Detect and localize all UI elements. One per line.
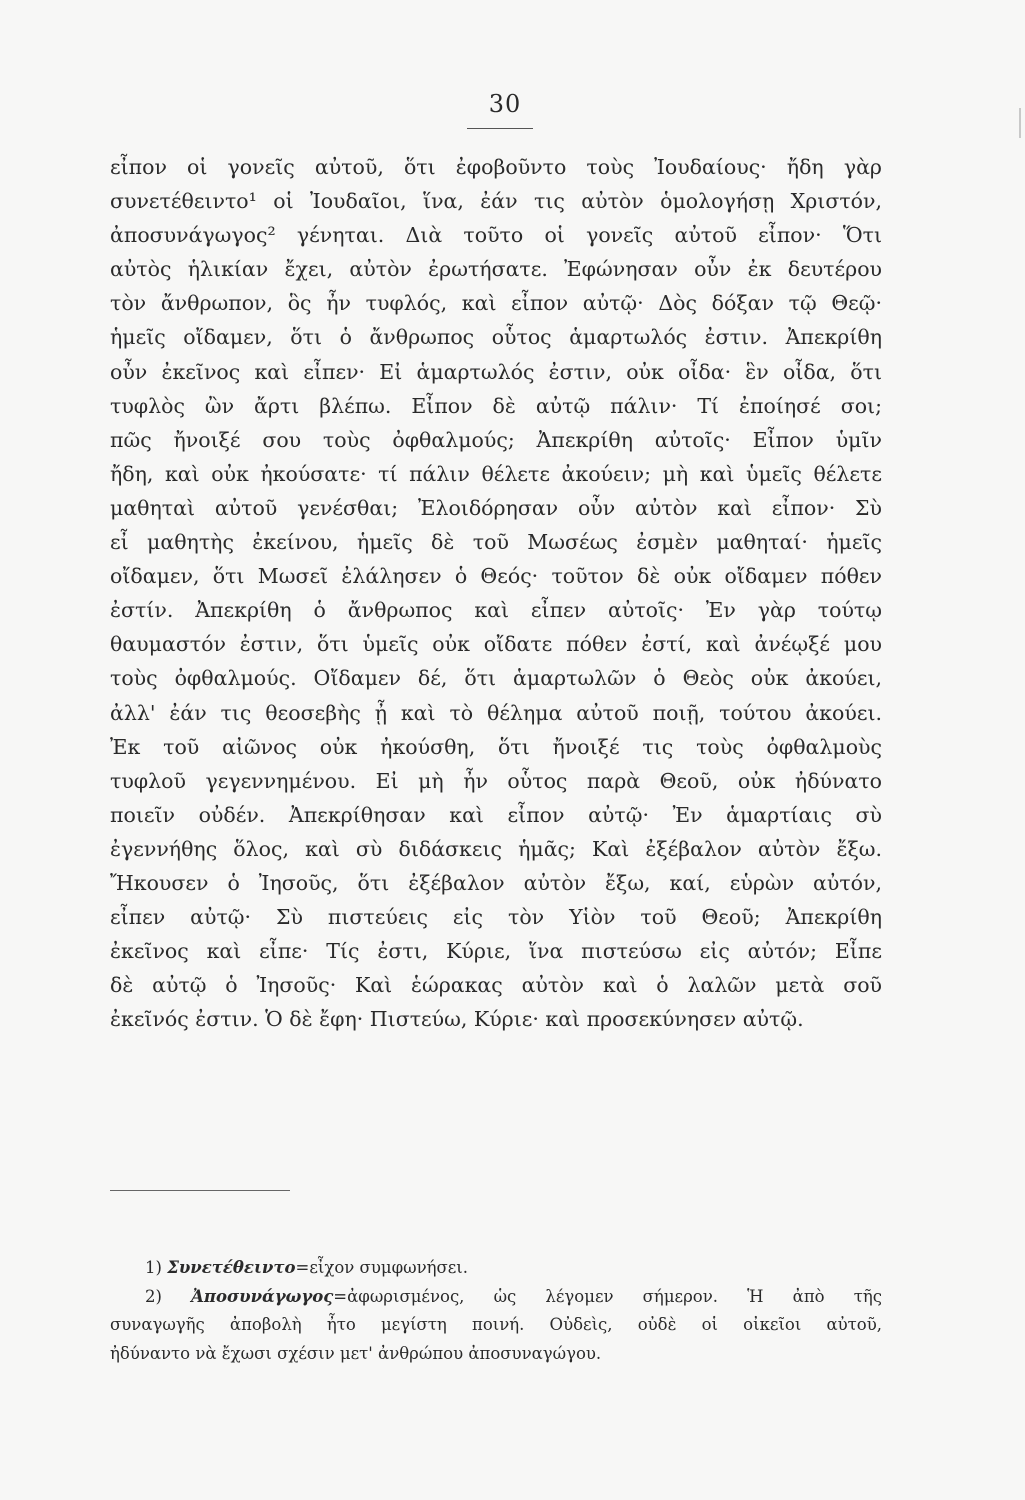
page-number-underline [467,128,533,129]
text-line: ἐκεῖνός ἐστιν. Ὁ δὲ ἔφη· Πιστεύω, Κύριε· καὶ προσεκύνησεν αὐτῷ. [110,1007,804,1032]
text-line: ἐκεῖνος καὶ εἶπε· Τίς ἐστι, Κύριε, ἵνα πιστεύσω εἰς αὐτόν; Εἶπε [110,939,882,964]
text-line: οὖν ἐκεῖνος καὶ εἶπεν· Εἰ ἁμαρτωλός ἐστιν, οὐκ οἶδα· ἓν οἶδα, ὅτι [110,359,882,384]
text-line: οἴδαμεν, ὅτι Μωσεῖ ἐλάλησεν ὁ Θεός· τοῦτον δὲ οὐκ οἴδαμεν πόθεν [110,564,882,589]
text-line: τοὺς ὀφθαλμούς. Οἴδαμεν δέ, ὅτι ἁμαρτωλῶν ὁ Θεὸς οὐκ ἀκούει, [110,666,882,691]
footnote-2-continuation: ἠδύναντο νὰ ἔχωσι σχέσιν μετ' ἀνθρώπου ἀποσυναγώγου. [110,1343,602,1363]
footnote-1-term: Συνετέθειντο [167,1258,296,1277]
text-line: θαυμαστόν ἐστιν, ὅτι ὑμεῖς οὐκ οἴδατε πόθεν ἐστί, καὶ ἀνέῳξέ μου [110,632,882,657]
text-line: τυφλοῦ γεγεννημένου. Εἰ μὴ ἦν οὗτος παρὰ Θεοῦ, οὐκ ἠδύνατο [110,768,882,793]
text-line: ἤδη, καὶ οὐκ ἠκούσατε· τί πάλιν θέλετε ἀκούειν; μὴ καὶ ὑμεῖς θέλετε [110,461,882,486]
footnote-2 [110,1283,882,1312]
footnote-1-definition: =εἶχον συμφωνήσει. [295,1258,469,1277]
footnote-2-number: 2) [145,1286,162,1306]
footnote-separator [110,1190,290,1191]
text-line: Ἤκουσεν ὁ Ἰησοῦς, ὅτι ἐξέβαλον αὐτὸν ἔξω, καί, εὑρὼν αὐτόν, [110,870,882,895]
text-line: εἶπον οἱ γονεῖς αὐτοῦ, ὅτι ἐφοβοῦντο τοὺς Ἰουδαίους· ἤδη γὰρ [110,155,882,179]
footnote-2-definition: =ἀφωρισμένος, ὡς λέγομεν σήμερον. Ἡ ἀπὸ τῆς [333,1286,882,1306]
text-line: ἐγεννήθης ὅλος, καὶ σὺ διδάσκεις ἡμᾶς; Καὶ ἐξέβαλον αὐτὸν ἔξω. [110,836,882,861]
text-line: τὸν ἄνθρωπον, ὃς ἦν τυφλός, καὶ εἶπον αὐτῷ· Δὸς δόξαν τῷ Θεῷ· [110,291,882,316]
footnote-1 [110,1254,882,1283]
text-line: αὐτὸς ἡλικίαν ἔχει, αὐτὸν ἐρωτήσατε. Ἐφώνησαν οὖν ἐκ δευτέρου [110,257,882,282]
text-line: ἀλλ' ἐάν τις θεοσεβὴς ᾖ καὶ τὸ θέλημα αὐτοῦ ποιῇ, τούτου ἀκούει. [110,700,882,725]
main-text [110,150,882,1036]
text-line: εἶπεν αὐτῷ· Σὺ πιστεύεις εἰς τὸν Υἱὸν τοῦ Θεοῦ; Ἀπεκρίθη [110,905,882,930]
text-line: δὲ αὐτῷ ὁ Ἰησοῦς· Καὶ ἑώρακας αὐτὸν καὶ ὁ λαλῶν μετὰ σοῦ [110,973,882,998]
text-line: συνετέθειντο¹ οἱ Ἰουδαῖοι, ἵνα, ἐάν τις αὐτὸν ὁμολογήσῃ Χριστόν, [110,189,882,214]
footnote-1-number: 1) [145,1258,162,1277]
text-line: τυφλὸς ὢν ἄρτι βλέπω. Εἶπον δὲ αὐτῷ πάλιν· Τί ἐποίησέ σοι; [110,393,882,418]
page-number: 30 [488,90,522,118]
text-line: ποιεῖν οὐδέν. Ἀπεκρίθησαν καὶ εἶπον αὐτῷ· Ἐν ἁμαρτίαις σὺ [110,802,882,827]
scan-margin-mark [1019,108,1021,138]
footnote-2-continuation: συναγωγῆς ἀποβολὴ ἦτο μεγίστη ποινή. Οὐδεὶς, οὐδὲ οἱ οἰκεῖοι αὐτοῦ, [110,1315,882,1334]
text-line: Ἐκ τοῦ αἰῶνος οὐκ ἠκούσθη, ὅτι ἤνοιξέ τις τοὺς ὀφθαλμοὺς [110,734,882,759]
text-line: μαθηταὶ αὐτοῦ γενέσθαι; Ἐλοιδόρησαν οὖν αὐτὸν καὶ εἶπον· Σὺ [110,495,882,520]
footnote-2-term: Ἀποσυνάγωγος [191,1286,334,1306]
text-line: πῶς ἤνοιξέ σου τοὺς ὀφθαλμούς; Ἀπεκρίθη αὐτοῖς· Εἶπον ὑμῖν [110,427,882,452]
footnotes [110,1254,882,1368]
text-line: ἐστίν. Ἀπεκρίθη ὁ ἄνθρωπος καὶ εἶπεν αὐτοῖς· Ἐν γὰρ τούτῳ [110,598,882,623]
text-line: ἀποσυνάγωγος² γένηται. Διὰ τοῦτο οἱ γονεῖς αὐτοῦ εἶπον· Ὅτι [110,223,882,248]
text-line: εἶ μαθητὴς ἐκείνου, ἡμεῖς δὲ τοῦ Μωσέως ἐσμὲν μαθηταί· ἡμεῖς [110,530,882,555]
text-line: ἡμεῖς οἴδαμεν, ὅτι ὁ ἄνθρωπος οὗτος ἁμαρτωλός ἐστιν. Ἀπεκρίθη [110,325,882,350]
